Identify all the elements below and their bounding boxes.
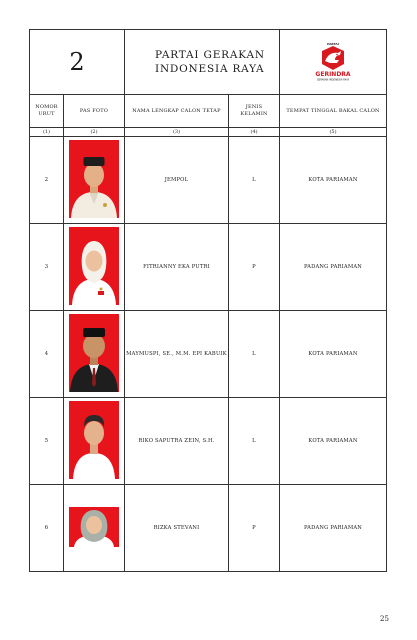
party-number: 2 <box>30 30 125 95</box>
col-number: (3) <box>125 128 229 137</box>
photo-cell <box>64 311 125 398</box>
candidate-table <box>29 29 387 572</box>
photo-cell <box>64 137 125 224</box>
candidate-residence: PADANG PARIAMAN <box>280 485 387 572</box>
candidate-name: RIKO SAPUTRA ZEIN, S.H. <box>125 398 229 485</box>
column-header-row <box>30 95 387 128</box>
party-name-line1: PARTAI GERAKAN <box>155 49 265 61</box>
col-header-number-line2: URUT <box>38 111 55 117</box>
candidate-number: 6 <box>30 485 64 572</box>
candidate-number: 2 <box>30 137 64 224</box>
col-header-number-line1: NOMOR <box>35 104 58 110</box>
col-header-number <box>30 95 64 128</box>
photo-cell <box>64 398 125 485</box>
col-number: (4) <box>229 128 280 137</box>
col-header-residence: TEMPAT TINGGAL BAKAL CALON <box>280 95 387 128</box>
table-row <box>30 398 387 485</box>
candidate-gender: P <box>229 485 280 572</box>
candidate-gender: L <box>229 398 280 485</box>
logo-small-text: PARTAI <box>327 42 339 46</box>
logo-text: GERINDRA <box>315 71 351 78</box>
party-name <box>125 30 280 95</box>
candidate-name: MAYMUSPI, SE., M.M. EPI KABUIK <box>125 311 229 398</box>
col-number: (2) <box>64 128 125 137</box>
candidate-name: FITRIANNY EKA PUTRI <box>125 224 229 311</box>
candidate-number: 4 <box>30 311 64 398</box>
candidate-photo <box>69 227 119 307</box>
photo-cell <box>64 224 125 311</box>
candidate-name: JEMPOL <box>125 137 229 224</box>
candidate-gender: L <box>229 137 280 224</box>
candidate-gender: L <box>229 311 280 398</box>
col-header-gender-line2: KELAMIN <box>240 111 268 117</box>
candidate-name: RIZKA STEVANI <box>125 485 229 572</box>
page-number: 25 <box>380 615 389 623</box>
col-number: (5) <box>280 128 387 137</box>
candidate-gender: P <box>229 224 280 311</box>
col-header-gender <box>229 95 280 128</box>
candidate-photo <box>69 401 119 481</box>
candidate-residence: PADANG PARIAMAN <box>280 224 387 311</box>
gerindra-logo <box>311 40 355 84</box>
photo-cell <box>64 485 125 572</box>
candidate-residence: KOTA PARIAMAN <box>280 398 387 485</box>
candidate-residence: KOTA PARIAMAN <box>280 311 387 398</box>
column-number-row <box>30 128 387 137</box>
table-header-row <box>30 30 387 95</box>
table-row <box>30 137 387 224</box>
table-row <box>30 224 387 311</box>
logo-sub-text: GERAKAN INDONESIA RAYA <box>316 78 350 82</box>
candidate-photo <box>69 140 119 220</box>
table-row <box>30 311 387 398</box>
party-name-line2: INDONESIA RAYA <box>155 63 265 75</box>
candidate-number: 3 <box>30 224 64 311</box>
table-row <box>30 485 387 572</box>
party-logo-cell <box>280 30 387 95</box>
candidate-photo <box>69 507 119 549</box>
candidate-residence: KOTA PARIAMAN <box>280 137 387 224</box>
col-number: (1) <box>30 128 64 137</box>
candidate-number: 5 <box>30 398 64 485</box>
candidate-photo <box>69 314 119 394</box>
col-header-name: NAMA LENGKAP CALON TETAP <box>125 95 229 128</box>
col-header-photo: PAS FOTO <box>64 95 125 128</box>
col-header-gender-line1: JENIS <box>245 104 263 110</box>
